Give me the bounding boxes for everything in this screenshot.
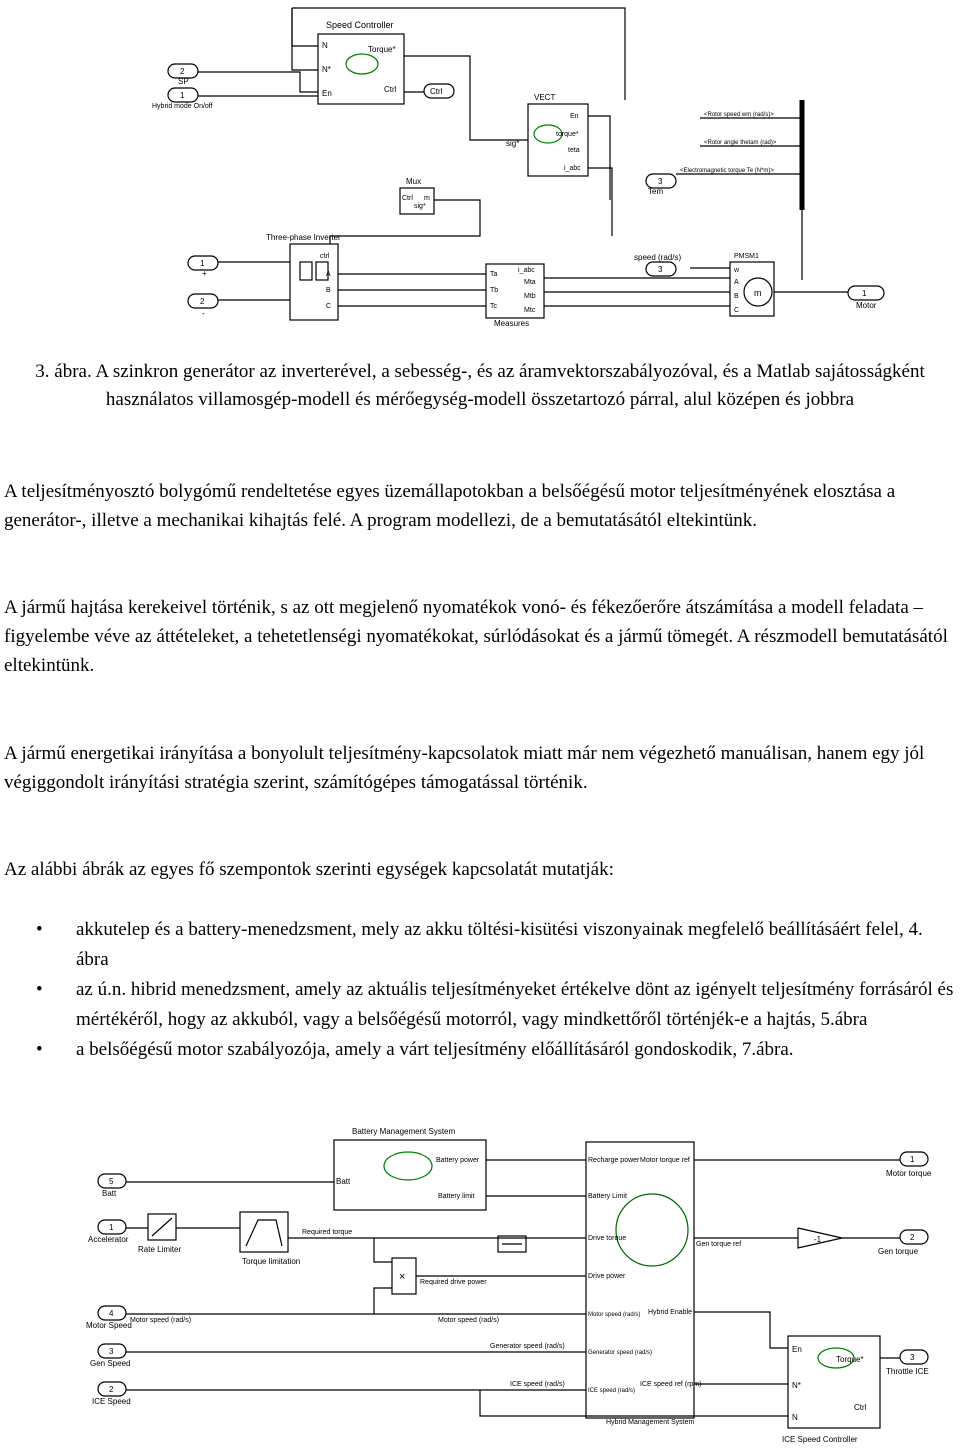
measures-title: Measures [494,319,530,328]
rate-limiter-label: Rate Limiter [138,1245,182,1254]
hms-port-drive-power: Drive power [588,1273,626,1280]
bullet-dot-icon: • [36,979,43,1000]
paragraph-2: A jármű hajtása kerekeivel történik, s az ott megjelenő nyomatékok vonó- és fékezőerőre átszámítása a modell feladata – figyelembe véve az áttételeket, a tehetetlenségi nyomatékokat, súrlódásokat és a jármű tömegét. A részmodell bemutatásától eltekintünk. [4,597,948,676]
outport-throttle-label: Throttle ICE [886,1367,929,1376]
speed-controller-title: Speed Controller [326,20,394,30]
bus-signal-rotor-speed: <Rotor speed wm (rad/s)> [704,112,774,118]
bullet-item [0,915,960,975]
inport-motor-speed-label: Motor Speed [86,1321,132,1330]
inport-gen-speed-num: 3 [109,1347,114,1356]
measures-port-mtc: Mtc [524,307,536,314]
mux-port-sig: sig* [414,203,426,210]
bullet-item [0,975,960,1035]
pmsm-port-b: B [734,293,739,300]
inport-hybrid-num: 1 [180,91,185,100]
inport-accelerator-num: 1 [109,1223,114,1232]
motor-speed-signal-label: Motor speed (rad/s) [130,1317,192,1324]
inport-gen-speed-label: Gen Speed [90,1359,131,1368]
pmsm-port-c: C [734,307,740,314]
bms-port-batt: Batt [336,1177,351,1186]
paragraph-1: A teljesítményosztó bolygómű rendeltetése egyes üzemállapotokban a belsőégésű motor teljesítményének elosztása a generátor-, illetve a mechanikai kihajtás felé. A program modellezi, de a bemutatásától eltekintünk. [4,481,896,531]
speed-signal-label: speed (rad/s) [634,253,682,262]
bullet-item [0,1035,960,1065]
speed-goto-num: 3 [658,265,663,274]
bullet-text: akkutelep és a battery-menedzsment, mely az akku töltési-kisütési viszonyainak megfelelő beállításáért felel, 4. ábra [76,919,923,970]
hms-port-ice-speed-ref: ICE speed ref (rpm) [640,1381,702,1388]
multiplier-symbol: × [399,1271,406,1283]
motor-speed-signal-label-2: Motor speed (rad/s) [438,1317,500,1324]
outport-motor-torque-label: Motor torque [886,1169,932,1178]
required-drive-power-label: Required drive power [420,1279,487,1286]
mux-port-ctrl: Ctrl [402,195,413,202]
ice-ctrl-port-en: En [792,1345,802,1354]
outport-motor-label: Motor [856,301,877,310]
outport-tem-label: Tem [648,187,664,196]
measures-port-ta: Ta [490,271,498,278]
bms-port-battery-limit: Battery limit [438,1193,475,1200]
ice-ctrl-port-nstar: N* [792,1381,801,1390]
gain-label: -1 [814,1235,822,1244]
hms-port-hybrid-enable: Hybrid Enable [648,1309,692,1316]
bullet-dot-icon: • [36,919,43,940]
hms-port-battery-limit: Battery Limit [588,1193,627,1200]
inport-accelerator-label: Accelerator [88,1235,129,1244]
inverter-port-b: B [326,287,331,294]
generator-speed-signal-label: Generator speed (rad/s) [490,1343,565,1350]
bullet-text: a belsőégésű motor szabályozója, amely a várt teljesítmény előállításáról gondoskodik, 7.ábra. [76,1039,794,1060]
measures-port-mtb: Mtb [524,293,536,300]
hms-port-ice-speed: ICE speed (rad/s) [588,1388,636,1394]
inport-plus-label: + [202,269,207,278]
pmsm-title: PMSM1 [734,253,759,260]
bms-title: Battery Management System [352,1127,456,1136]
vect-port-en: En [570,113,579,120]
torque-limitation-label: Torque limitation [242,1257,301,1266]
mux-port-m: m [424,195,430,202]
sc-port-n: N [322,41,328,50]
inverter-port-ctrl: ctrl [320,253,330,260]
required-torque-label: Required torque [302,1229,353,1236]
vect-port-teta: teta [568,147,580,154]
outport-gen-torque-num: 2 [910,1233,915,1242]
hms-title: Hybrid Management System [606,1419,695,1426]
outport-motor-torque-num: 1 [910,1155,915,1164]
hms-port-recharge: Recharge power [588,1157,640,1164]
hms-port-motor-speed: Motor speed (rad/s) [588,1312,641,1318]
hms-port-drive-torque: Drive torque [588,1235,627,1242]
goto-ctrl-label: Ctrl [430,87,443,96]
figure-caption: 3. ábra. A szinkron generátor az inverterével, a sebesség-, és az áramvektorszabályozóval, és a Matlab sajátosságként használatos villamosgép-modell és mérőegység-modell összetartozó párral, alul középen és jobbra [35,361,925,410]
inport-minus-num: 2 [200,297,205,306]
hms-port-motor-torque-ref: Motor torque ref [640,1157,690,1164]
inport-ice-speed-num: 2 [109,1385,114,1394]
ice-speed-signal-label: ICE speed (rad/s) [510,1381,565,1388]
measures-port-tb: Tb [490,287,499,294]
inport-hybrid-label: Hybrid mode On/off [152,103,213,110]
bus-signal-rotor-angle: <Rotor angle thetam (rad)> [704,140,777,146]
outport-throttle-num: 3 [910,1353,915,1362]
pmsm-port-a: A [734,279,739,286]
outport-tem-num: 3 [658,177,663,186]
pmsm-port-w: w [734,267,740,274]
bullet-text: az ú.n. hibrid menedzsment, amely az aktuális teljesítményeket értékelve dönt az igényelt teljesítmény forrásáról és mértékéről, hogy az akkuból, vagy a belsőégésű motorról, vagy mindkettőről történjék-e a hajtás, 5.ábra [76,979,954,1030]
paragraph-3: A jármű energetikai irányítása a bonyolult teljesítmény-kapcsolatok miatt már nem végezhető manuálisan, hanem egy jól végiggondolt irányítási stratégia szerint, számítógépes támogatással történik. [4,743,925,793]
inport-sp-label: SP [178,77,189,86]
hms-port-generator-speed: Generator speed (rad/s) [588,1350,653,1356]
inport-batt-label: Batt [102,1189,117,1198]
inport-batt-num: 5 [109,1177,114,1186]
vect-port-sig: sig* [506,139,520,148]
paragraph-4: Az alábbi ábrák az egyes fő szempontok szerinti egységek kapcsolatát mutatják: [4,859,614,880]
outport-gen-torque-label: Gen torque [878,1247,919,1256]
diagram-speed-controller-model [0,0,960,335]
ice-ctrl-port-n: N [792,1413,798,1422]
ice-ctrl-title: ICE Speed Controller [782,1435,858,1444]
bms-port-battery-power: Battery power [436,1157,480,1164]
sc-port-ctrl: Ctrl [384,85,397,94]
ice-ctrl-port-torque: Torque* [836,1355,864,1364]
inverter-title: Three-phase Inverter [266,233,341,242]
inport-plus-num: 1 [200,259,205,268]
bullet-list [0,915,960,1065]
bullet-dot-icon: • [36,1039,43,1060]
inport-sp-num: 2 [180,67,185,76]
hms-port-gen-torque-ref: Gen torque ref [696,1241,742,1248]
inverter-port-a: A [326,271,331,278]
sc-port-torque: Torque* [368,45,396,54]
sc-port-nstar: N* [322,65,331,74]
vect-port-torque: torque* [556,131,579,138]
bus-signal-torque: <Electromagnetic torque Te (N*m)> [680,168,774,174]
measures-port-mta: Mta [524,279,536,286]
outport-motor-num: 1 [862,289,867,298]
sc-port-en: En [322,89,332,98]
inport-motor-speed-num: 4 [109,1309,114,1318]
vect-port-iabc: i_abc [564,165,581,172]
vect-title: VECT [534,93,556,102]
ice-ctrl-port-ctrl: Ctrl [854,1403,867,1412]
pmsm-symbol: m [754,288,762,298]
mux-title: Mux [406,177,422,186]
inport-ice-speed-label: ICE Speed [92,1397,131,1406]
inverter-port-c: C [326,303,332,310]
diagram-hybrid-management-model [0,1122,960,1448]
inport-minus-label: - [202,309,205,318]
measures-port-iabc: i_abc [518,267,535,274]
measures-port-tc: Tc [490,303,497,310]
